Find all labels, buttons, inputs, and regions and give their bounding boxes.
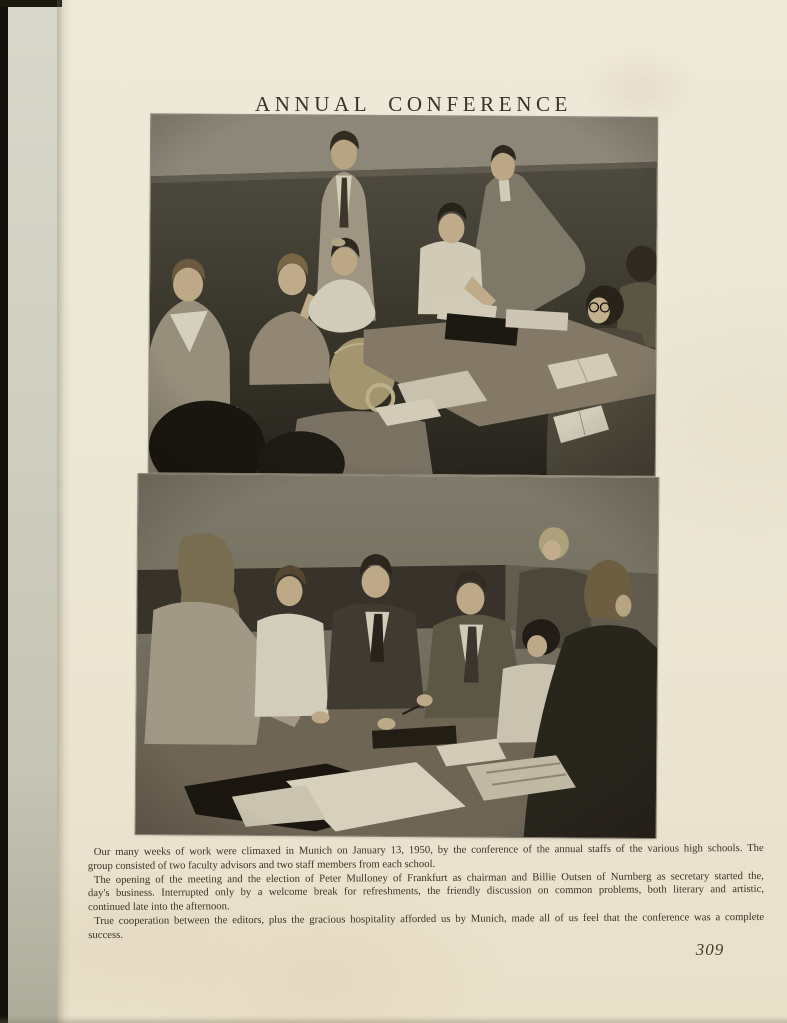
photo-top-vignette — [149, 114, 657, 476]
binding-edge-top — [0, 0, 62, 7]
photo-top-illustration — [149, 114, 657, 476]
caption-line: continued late into the afternoon. — [88, 900, 230, 914]
conference-photo-bottom — [136, 474, 659, 838]
caption-line: Our many weeks of work were climaxed in Munich on January 13, 1950, by the conference of the annual staffs of the various high schools. The — [93, 841, 764, 859]
photo-caption — [88, 842, 765, 943]
binding-edge — [0, 0, 8, 1023]
caption-line: The opening of the meeting and the election of Peter Mulloney of Frankfurt as chairman and Billie Outsen of Nurnberg as secretary started the, — [93, 869, 764, 886]
page-crease-shadow — [57, 0, 71, 1023]
caption-line: day's business. Interrupted only by a welcome break for refreshments, the friendly discussion on common problems, both literary and artistic, — [87, 883, 765, 900]
page-number: 309 — [695, 940, 725, 959]
photo-bottom-vignette — [136, 474, 659, 838]
caption-line: success. — [88, 928, 124, 941]
previous-page-edge — [8, 0, 57, 1023]
page-title: ANNUAL CONFERENCE — [254, 92, 572, 117]
page-bottom-shadow — [0, 1016, 787, 1023]
caption-line: group consisted of two faculty advisors and two staff members from each school. — [87, 857, 436, 872]
photo-bottom-illustration — [136, 474, 659, 838]
conference-photo-top — [149, 114, 657, 476]
caption-line: True cooperation between the editors, plus the gracious hospitality afforded us by Munich, made all of us feel that the conference was a complete — [94, 910, 765, 928]
